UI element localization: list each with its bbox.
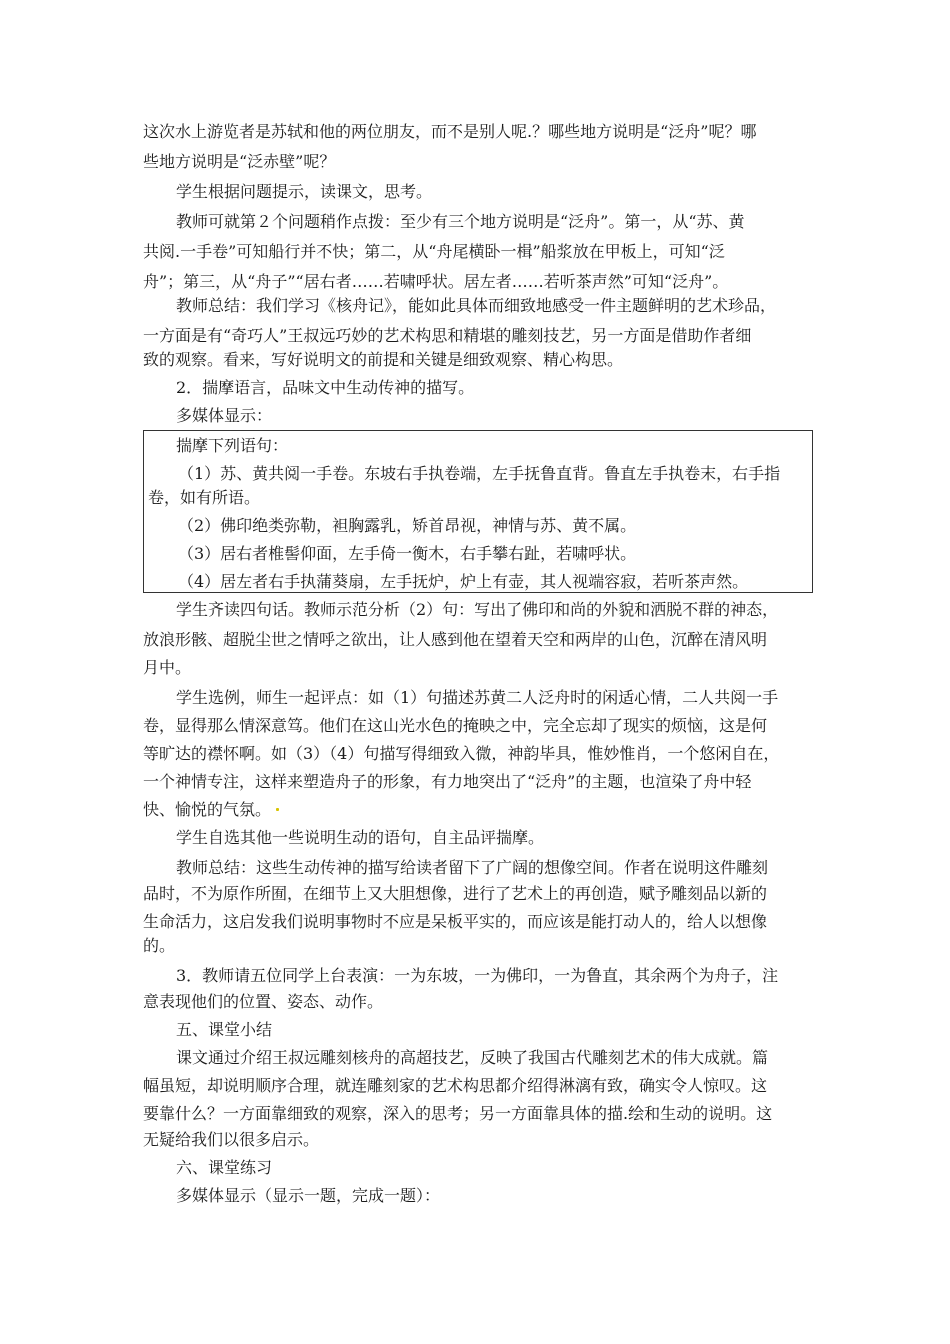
paragraph-line: 的。 <box>143 936 176 955</box>
paragraph-line: 些地方说明是“泛赤壁”呢？ <box>143 152 336 171</box>
paragraph-line: 一个神情专注，这样来塑造舟子的形象，有力地突出了“泛舟”的主题，也渲染了舟中轻 <box>143 772 752 791</box>
paragraph-line: 3．教师请五位同学上台表演：一为东坡，一为佛印，一为鲁直，其余两个为舟子，注 <box>176 966 779 985</box>
paragraph-line: 课文通过介绍王叔远雕刻核舟的高超技艺，反映了我国古代雕刻艺术的伟大成就。篇 <box>176 1048 769 1067</box>
quote-line: （3）居右者椎髻仰面，左手倚一衡木，右手攀右趾，若啸呼状。 <box>178 544 637 563</box>
paragraph-line: 生命活力，这启发我们说明事物时不应是呆板平实的，而应该是能打动人的，给人以想像 <box>143 912 768 931</box>
paragraph-line: 无疑给我们以很多启示。 <box>143 1130 320 1149</box>
paragraph-line: 幅虽短，却说明顺序合理，就连雕刻家的艺术构思都介绍得淋漓有致，确实令人惊叹。这 <box>143 1076 768 1095</box>
paragraph-line: 致的观察。看来，写好说明文的前提和关键是细致观察、精心构思。 <box>143 350 624 369</box>
paragraph-line: 一方面是有“奇巧人”王叔远巧妙的艺术构思和精堪的雕刻技艺，另一方面是借助作者细 <box>143 326 752 345</box>
paragraph-line: 教师总结：我们学习《核舟记》，能如此具体而细致地感受一件主题鲜明的艺术珍品， <box>176 296 777 315</box>
paragraph-line: 学生齐读四句话。教师示范分析（2）句：写出了佛印和尚的外貌和洒脱不群的神态， <box>176 600 779 619</box>
quote-line: 揣摩下列语句： <box>176 436 289 455</box>
paragraph-line: 等旷达的襟怀啊。如（3）（4）句描写得细致入微，神韵毕具，惟妙惟肖，一个悠闲自在， <box>143 744 780 763</box>
paragraph-line: 放浪形骸、超脱尘世之情呼之欲出，让人感到他在望着天空和两岸的山色，沉醉在清风明 <box>143 630 768 649</box>
paragraph-line: 教师可就第２个问题稍作点拨：至少有三个地方说明是“泛舟”。第一，从“苏、黄 <box>176 212 745 231</box>
paragraph-line: 学生根据问题提示，读课文，思考。 <box>176 182 433 201</box>
paragraph-line: 快、愉悦的气氛。 <box>143 800 272 819</box>
paragraph-line: 教师总结：这些生动传神的描写给读者留下了广阔的想像空间。作者在说明这件雕刻 <box>176 858 769 877</box>
paragraph-line: 多媒体显示（显示一题，完成一题）： <box>176 1186 441 1205</box>
section-heading: 五、课堂小结 <box>176 1020 273 1039</box>
paragraph-line: 共阅.一手卷”可知船行并不快；第二，从“舟尾横卧一楫”船浆放在甲板上，可知“泛 <box>143 242 725 261</box>
paragraph-line: 多媒体显示： <box>176 406 273 425</box>
quote-line: 卷，如有所语。 <box>148 488 261 507</box>
paragraph-line: 意表现他们的位置、姿态、动作。 <box>143 992 384 1011</box>
paragraph-line: 舟”；第三，从“舟子”“居右者……若啸呼状。居左者……若听茶声然”可知“泛舟”。 <box>143 272 729 291</box>
paragraph-line: 月中。 <box>143 658 192 677</box>
paragraph-line: 要靠什么？一方面靠细致的观察，深入的思考；另一方面靠具体的描.绘和生动的说明。这 <box>143 1104 773 1123</box>
quote-line: （2）佛印绝类弥勒，袒胸露乳，矫首昂视，神情与苏、黄不属。 <box>178 516 637 535</box>
paragraph-line: 学生选例，师生一起评点：如（1）句描述苏黄二人泛舟时的闲适心情，二人共阅一手 <box>176 688 779 707</box>
highlight-mark <box>276 808 279 811</box>
paragraph-line: 这次水上游览者是苏轼和他的两位朋友，而不是别人呢.？哪些地方说明是“泛舟”呢？哪 <box>143 122 757 141</box>
quote-line: （1）苏、黄共阅一手卷。东坡右手执卷端，左手抚鲁直背。鲁直左手执卷末，右手指 <box>178 464 781 483</box>
section-heading: 2．揣摩语言，品味文中生动传神的描写。 <box>176 378 475 397</box>
section-heading: 六、课堂练习 <box>176 1158 273 1177</box>
paragraph-line: 卷，显得那么情深意笃。他们在这山光水色的掩映之中，完全忘却了现实的烦恼，这是何 <box>143 716 768 735</box>
quote-line: （4）居左者右手执蒲葵扇，左手抚炉，炉上有壶，其人视端容寂，若听茶声然。 <box>178 572 749 591</box>
paragraph-line: 学生自选其他一些说明生动的语句，自主品评揣摩。 <box>176 828 545 847</box>
paragraph-line: 品时，不为原作所囿，在细节上又大胆想像，进行了艺术上的再创造，赋予雕刻品以新的 <box>143 884 768 903</box>
